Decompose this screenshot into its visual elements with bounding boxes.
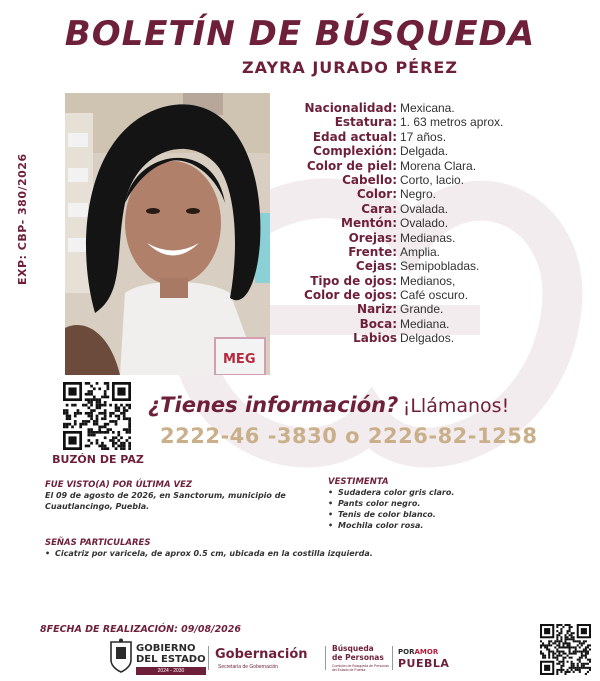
busqueda-line-2: de Personas bbox=[332, 653, 384, 662]
attribute-value: Semipobladas. bbox=[400, 259, 480, 274]
attribute-label: Boca: bbox=[359, 316, 397, 331]
last-seen-heading: FUE VISTO(A) POR ÚLTIMA VEZ bbox=[45, 480, 193, 490]
attribute-label: Tipo de ojos: bbox=[310, 273, 397, 288]
attribute-label: Edad actual: bbox=[312, 129, 397, 144]
state-government-logo-text bbox=[136, 643, 206, 665]
list-item: • Mochila color rosa. bbox=[328, 520, 578, 531]
attribute-label: Estatura: bbox=[334, 115, 397, 130]
gob-years: 2024 - 2030 bbox=[136, 667, 206, 675]
distinguishing-marks-section bbox=[45, 538, 565, 559]
marks-list bbox=[45, 548, 565, 559]
attribute-row bbox=[282, 259, 600, 273]
qr-code[interactable] bbox=[63, 382, 131, 450]
attribute-value: Delgados. bbox=[400, 331, 455, 346]
footer-divider bbox=[392, 646, 393, 670]
file-number: EXP: CBP- 380/2026 bbox=[16, 153, 29, 285]
contact-prompt bbox=[148, 393, 588, 417]
gobernacion-subtitle: Secretaría de Gobernación bbox=[218, 664, 279, 670]
attribute-row bbox=[282, 101, 600, 115]
attribute-label: Color: bbox=[356, 187, 397, 202]
attribute-value: Corto, lacio. bbox=[400, 172, 465, 187]
footer-divider bbox=[208, 646, 209, 670]
attribute-value: Negro. bbox=[400, 187, 437, 202]
attribute-row bbox=[282, 288, 600, 302]
attribute-value: Café oscuro. bbox=[400, 288, 469, 303]
list-item: • Cicatriz por varicela, de aprox 0.5 cm, ubicada en la costilla izquierda. bbox=[45, 548, 565, 559]
attribute-label: Cabello: bbox=[342, 172, 397, 187]
attribute-row bbox=[282, 115, 600, 129]
attribute-row bbox=[282, 159, 600, 173]
attribute-label: Nariz: bbox=[357, 302, 397, 317]
attribute-value: Mediana. bbox=[400, 316, 450, 331]
attribute-value: Grande. bbox=[400, 302, 444, 317]
busqueda-logo bbox=[332, 644, 384, 662]
attribute-row bbox=[282, 202, 600, 216]
por-amor-text bbox=[398, 648, 438, 656]
attribute-row bbox=[282, 187, 600, 201]
attribute-value: Ovalada. bbox=[400, 201, 449, 216]
attribute-value: Ovalado. bbox=[400, 216, 449, 231]
attribute-row bbox=[282, 245, 600, 259]
attribute-value: Medianas. bbox=[400, 230, 456, 245]
attribute-row bbox=[282, 317, 600, 331]
attribute-row bbox=[282, 331, 600, 345]
puebla-logo: PUEBLA bbox=[398, 657, 450, 670]
clothing-section bbox=[328, 477, 578, 531]
attribute-row bbox=[282, 144, 600, 158]
attribute-label: Cara: bbox=[361, 201, 397, 216]
attribute-value: Morena Clara. bbox=[400, 158, 477, 173]
gobernacion-logo: Gobernación bbox=[215, 647, 308, 662]
attribute-label: Cejas: bbox=[355, 259, 397, 274]
attribute-label: Frente: bbox=[348, 244, 397, 259]
attribute-value: Mexicana. bbox=[400, 101, 455, 115]
photo-badge-text: MEG bbox=[223, 352, 256, 367]
attribute-row bbox=[282, 231, 600, 245]
busqueda-line-1: Búsqueda bbox=[332, 644, 374, 653]
marks-heading: SEÑAS PARTICULARES bbox=[45, 538, 151, 548]
attribute-label: Complexión: bbox=[313, 144, 397, 159]
amor-word: AMOR bbox=[414, 648, 439, 656]
attribute-label: Nacionalidad: bbox=[304, 101, 397, 115]
footer-logos bbox=[108, 638, 453, 678]
clothing-list bbox=[328, 487, 578, 531]
attribute-label: Color de ojos: bbox=[304, 288, 397, 303]
attribute-row bbox=[282, 130, 600, 144]
attribute-value: Medianos, bbox=[400, 273, 456, 288]
physical-description bbox=[282, 101, 600, 346]
call-us-text: ¡Llámanos! bbox=[402, 395, 510, 417]
attribute-value: 1. 63 metros aprox. bbox=[400, 115, 504, 130]
attribute-row bbox=[282, 216, 600, 230]
list-item: • Sudadera color gris claro. bbox=[328, 487, 578, 498]
state-seal-icon bbox=[108, 638, 134, 674]
footer-qr-code[interactable] bbox=[540, 624, 591, 675]
footer-divider bbox=[325, 646, 326, 670]
busqueda-subtitle: Comisión de Búsqueda de Personas del Estado de Puebla bbox=[332, 664, 389, 672]
list-item: • Pants color negro. bbox=[328, 498, 578, 509]
person-photo bbox=[65, 93, 270, 375]
attribute-row bbox=[282, 302, 600, 316]
attribute-row bbox=[282, 274, 600, 288]
page-title: BOLETÍN DE BÚSQUEDA bbox=[64, 14, 536, 54]
last-seen-text: El 09 de agosto de 2026, en Sanctorum, municipio de Cuautlancingo, Puebla. bbox=[45, 491, 286, 511]
phone-numbers[interactable]: 2222-46 -3830 o 2226-82-1258 bbox=[160, 424, 538, 448]
attribute-value: 17 años. bbox=[400, 129, 447, 144]
last-seen-section bbox=[45, 480, 315, 512]
attribute-label: Labios bbox=[353, 331, 397, 346]
attribute-label: Mentón: bbox=[341, 216, 397, 231]
gob-line-1: GOBIERNO bbox=[136, 643, 196, 654]
attribute-label: Orejas: bbox=[348, 230, 397, 245]
report-date: 8FECHA DE REALIZACIÓN: 09/08/2026 bbox=[40, 624, 242, 635]
attribute-value: Amplia. bbox=[400, 244, 441, 259]
attribute-row bbox=[282, 173, 600, 187]
list-item: • Tenis de color blanco. bbox=[328, 509, 578, 520]
attribute-value: Delgada. bbox=[400, 144, 449, 159]
gob-line-2: DEL ESTADO bbox=[136, 654, 206, 665]
clothing-heading: VESTIMENTA bbox=[328, 477, 389, 487]
qr-label: BUZÓN DE PAZ bbox=[52, 453, 144, 466]
attribute-label: Color de piel: bbox=[306, 158, 397, 173]
info-question: ¿Tienes información? bbox=[148, 393, 399, 417]
person-name: ZAYRA JURADO PÉREZ bbox=[242, 58, 458, 77]
por-word: POR bbox=[398, 648, 415, 656]
